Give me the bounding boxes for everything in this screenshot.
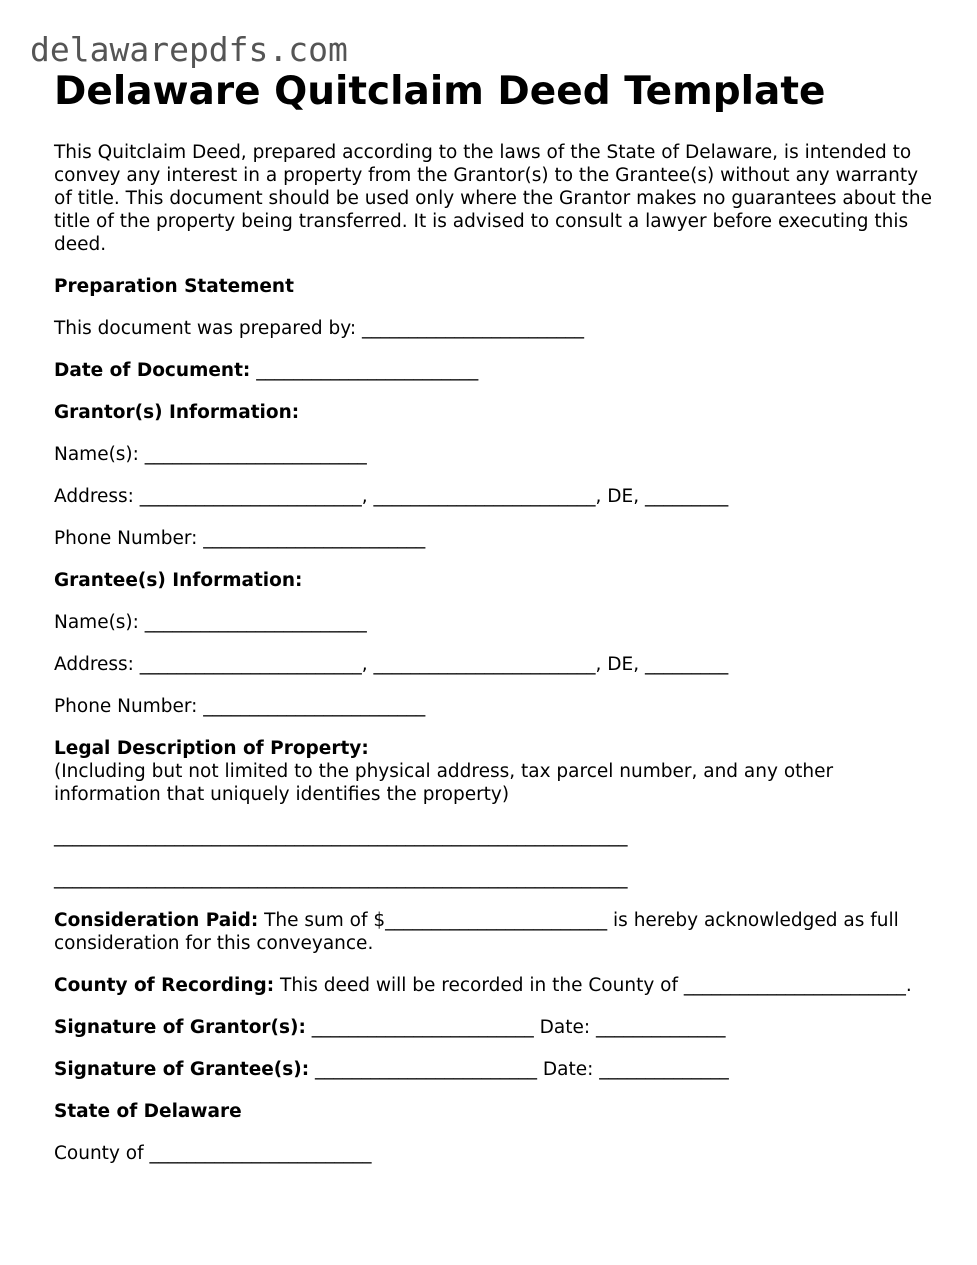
grantor-phone-line: Phone Number: ________________________ [54,528,426,549]
state-heading: State of Delaware [54,1101,242,1122]
document-title: Delaware Quitclaim Deed Template [54,69,826,114]
grantee-name-line: Name(s): ________________________ [54,612,367,633]
grantee-phone-line: Phone Number: ________________________ [54,696,426,717]
intro-paragraph: This Quitclaim Deed, prepared according to the laws of the State of Delaware, is intended to convey any interest in a property from the Grantor(s) to the Grantee(s) without any warranty of title. This document should be used only where the Grantor makes no guarantees about the title of the property being transferred. It is advised to consult a lawyer before executing this deed. [54,142,932,255]
signature-grantee-blank: ________________________ Date: ______________ [309,1059,729,1080]
legal-description-note: (Including but not limited to the physical address, tax parcel number, and any other information that uniquely identifies the property) [54,761,834,805]
document-body [54,141,934,1184]
county-recording-text: This deed will be recorded in the County of ________________________. [274,975,912,996]
legal-description-blank-2: ______________________________________________________________ [54,868,628,889]
signature-grantor-line [54,1016,934,1039]
signature-grantor-label: Signature of Grantor(s): [54,1017,306,1038]
site-watermark: delawarepdfs.com [30,30,348,69]
signature-grantor-blank: ________________________ Date: ______________ [305,1017,726,1038]
county-line: County of ________________________ [54,1143,372,1164]
prepared-by-line: This document was prepared by: ________________________ [54,318,584,339]
date-of-document-label: Date of Document: [54,360,251,381]
legal-description-lines [54,825,934,890]
date-of-document-blank: ________________________ [250,360,479,381]
grantee-heading: Grantee(s) Information: [54,570,303,591]
grantor-heading: Grantor(s) Information: [54,402,300,423]
signature-grantee-label: Signature of Grantee(s): [54,1059,310,1080]
county-recording-label: County of Recording: [54,975,275,996]
preparation-heading: Preparation Statement [54,276,294,297]
signature-grantee-line [54,1058,934,1081]
date-of-document-line [54,359,934,382]
grantor-name-line: Name(s): ________________________ [54,444,367,465]
legal-description-heading: Legal Description of Property: [54,738,369,759]
grantor-address-line: Address: ________________________, ________________________, DE, _________ [54,486,729,507]
consideration-paragraph [54,909,934,955]
legal-description-blank-1: ______________________________________________________________ [54,826,628,847]
grantee-address-line: Address: ________________________, ________________________, DE, _________ [54,654,729,675]
consideration-label: Consideration Paid: [54,910,259,931]
county-recording-paragraph [54,974,934,997]
consideration-text: The sum of $________________________ is hereby acknowledged as full consideration for this conveyance. [54,910,899,954]
